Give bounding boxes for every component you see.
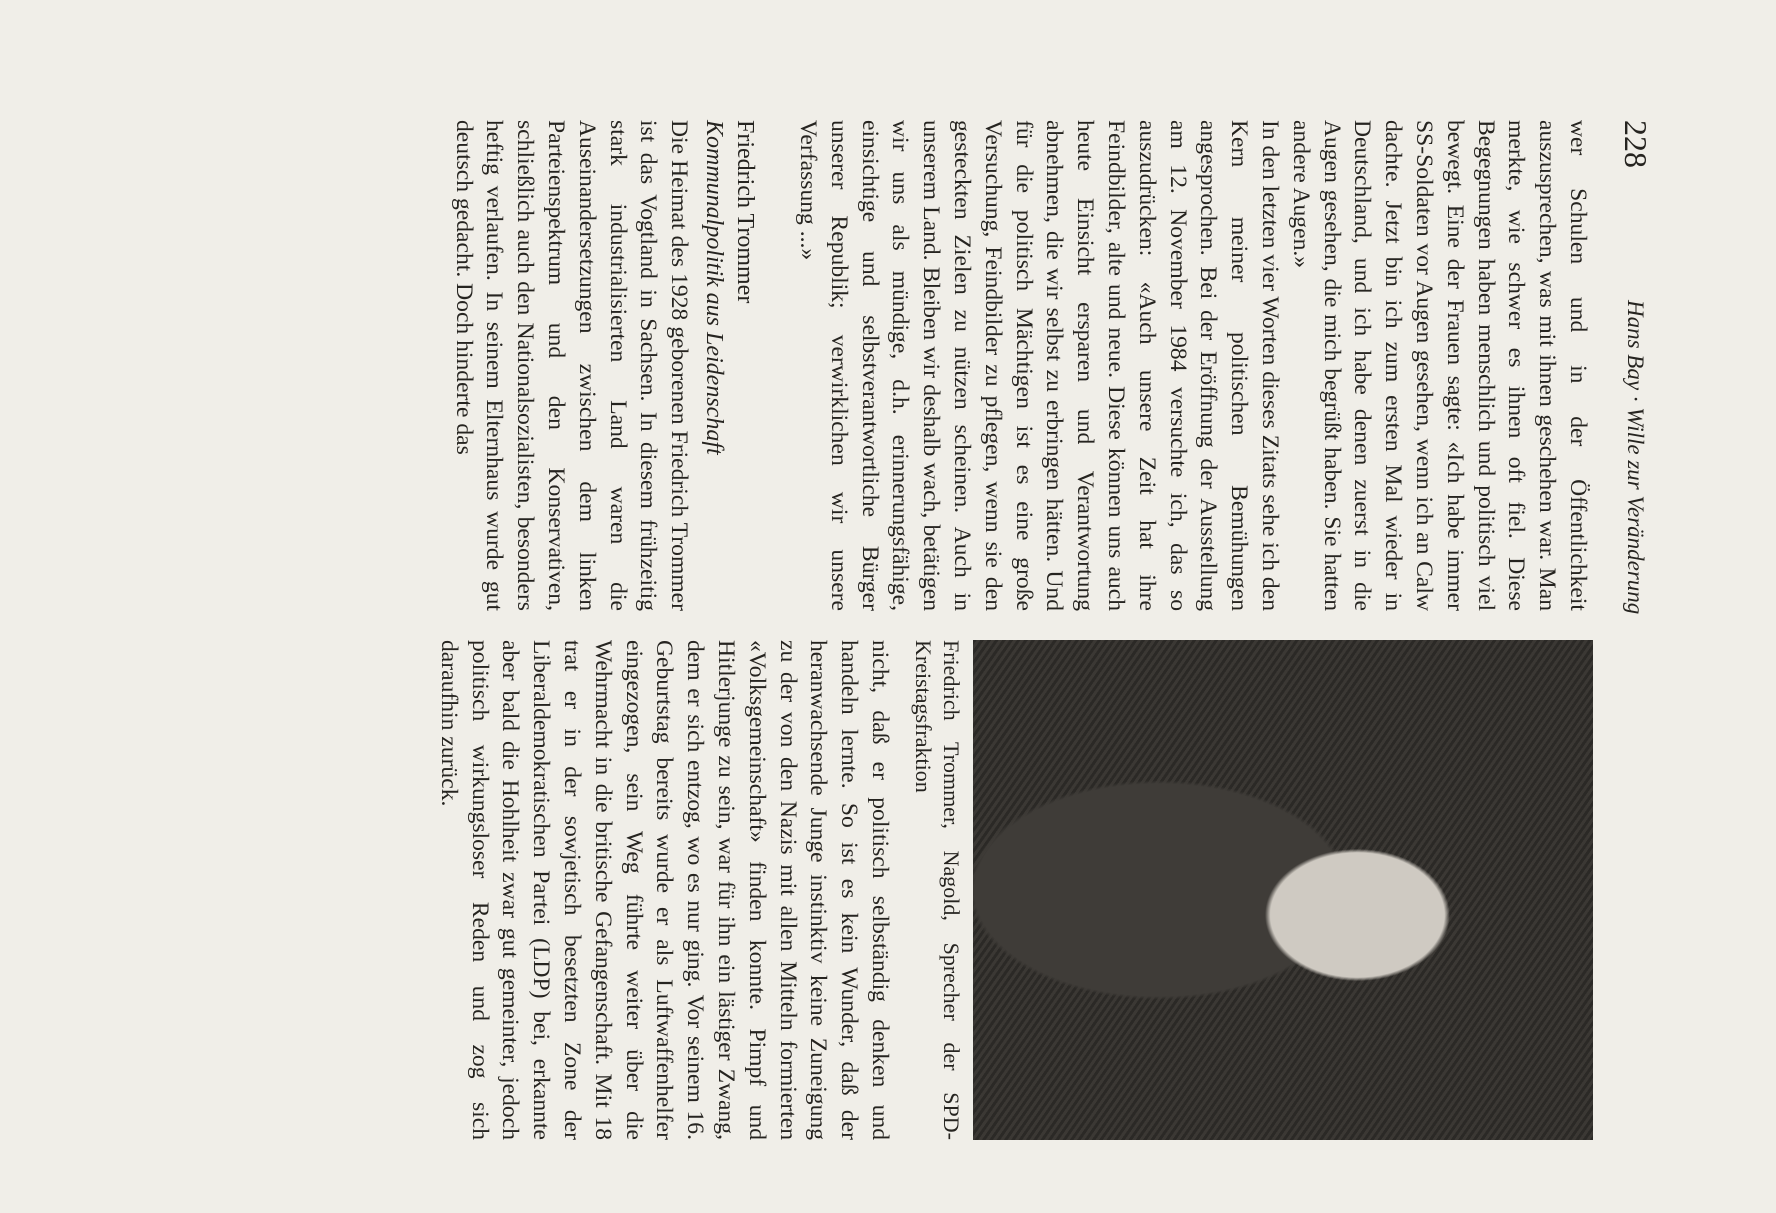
body-paragraph: In den letzten vier Worten dieses Zitats sehe ich den Kern meiner politischen Bemühungen angesprochen. Bei der Eröffnung der Ausstellung am 12. November 1984 versuchte ich, das so auszudrücken: «Auch unsere Zeit hat ihre Feindbilder, alte und neue. Diese können uns auch heute Einsicht ersparen und Verantwortung abnehmen, die wir selbst zu erbringen hätten. Und für die politisch Mächtigen ist es eine große Versuchung, Feindbilder zu pflegen, wenn sie den gesteckten Zielen zu nützen scheinen. Auch in unserem Land. Bleiben wir deshalb wach, betätigen wir uns als mündige, d.h. erinnerungsfähige, einsichtige und selbstverantwortliche Bürger unserer Republik; verwirklichen wir unsere Verfassung ...» <box>795 120 1284 611</box>
photo-caption: Friedrich Trommer, Nagold, Sprecher der SPD-Kreistagsfraktion <box>911 640 964 1140</box>
right-column <box>433 640 1593 1140</box>
body-paragraph: nicht, daß er politisch selbständig denken und handeln lernte. So ist es kein Wunder, daß der heranwachsende Junge instinktiv keine Zuneigung zu der von den Nazis mit allen Mitteln formierten «Volksgemeinschaft» finden konnte. Pimpf und Hitlerjunge zu sein, war für ihn ein lästiger Zwang, dem er sich entzog, wo es nur ging. Vor seinem 16. Geburtstag bereits wurde er als Luftwaffenhelfer eingezogen, sein Weg führte weiter über die Wehrmacht in die britische Gefangenschaft. Mit 18 trat er in der sowjetisch besetzten Zone der Liberaldemokratischen Partei (LDP) bei, erkannte aber bald die Hohlheit zwar gut gemeinter, jedoch politisch wirkungsloser Reden und zog sich daraufhin zurück. <box>435 640 893 1140</box>
body-paragraph: wer Schulen und in der Öffentlichkeit auszusprechen, was mit ihnen geschehen war. Man merkte, wie schwer es ihnen oft fiel. Diese Begegnungen haben menschlich und politisch viel bewegt. Eine der Frauen sagte: «Ich habe immer SS-Soldaten vor Augen gesehen, wenn ich an Calw dachte. Jetzt bin ich zum ersten Mal wieder in Deutschland, und ich habe denen zuerst in die Augen gesehen, die mich begrüßt haben. Sie hatten andere Augen.» <box>1287 120 1591 611</box>
portrait-figure <box>909 640 1593 1140</box>
section-heading <box>698 120 760 611</box>
portrait-photo <box>973 640 1593 1140</box>
left-column <box>448 120 1593 611</box>
page-number: 228 <box>1618 120 1654 168</box>
body-paragraph: Die Heimat des 1928 geborenen Friedrich Trommer ist das Vogtland in Sachsen. In diesem frühzeitig stark industrialisierten Land waren die Auseinandersetzungen zwischen dem linken Parteienspektrum und den Konservativen, schließlich auch den Nationalsozialisten, besonders heftig verlaufen. In seinem Elternhaus wurde gut deutsch gedacht. Doch hinderte das <box>450 120 693 611</box>
section-title: Kommunalpolitik aus Leidenschaft <box>701 120 728 455</box>
section-author: Friedrich Trommer <box>732 120 759 304</box>
running-head: Hans Bay · Wille zur Veränderung <box>1623 300 1648 615</box>
